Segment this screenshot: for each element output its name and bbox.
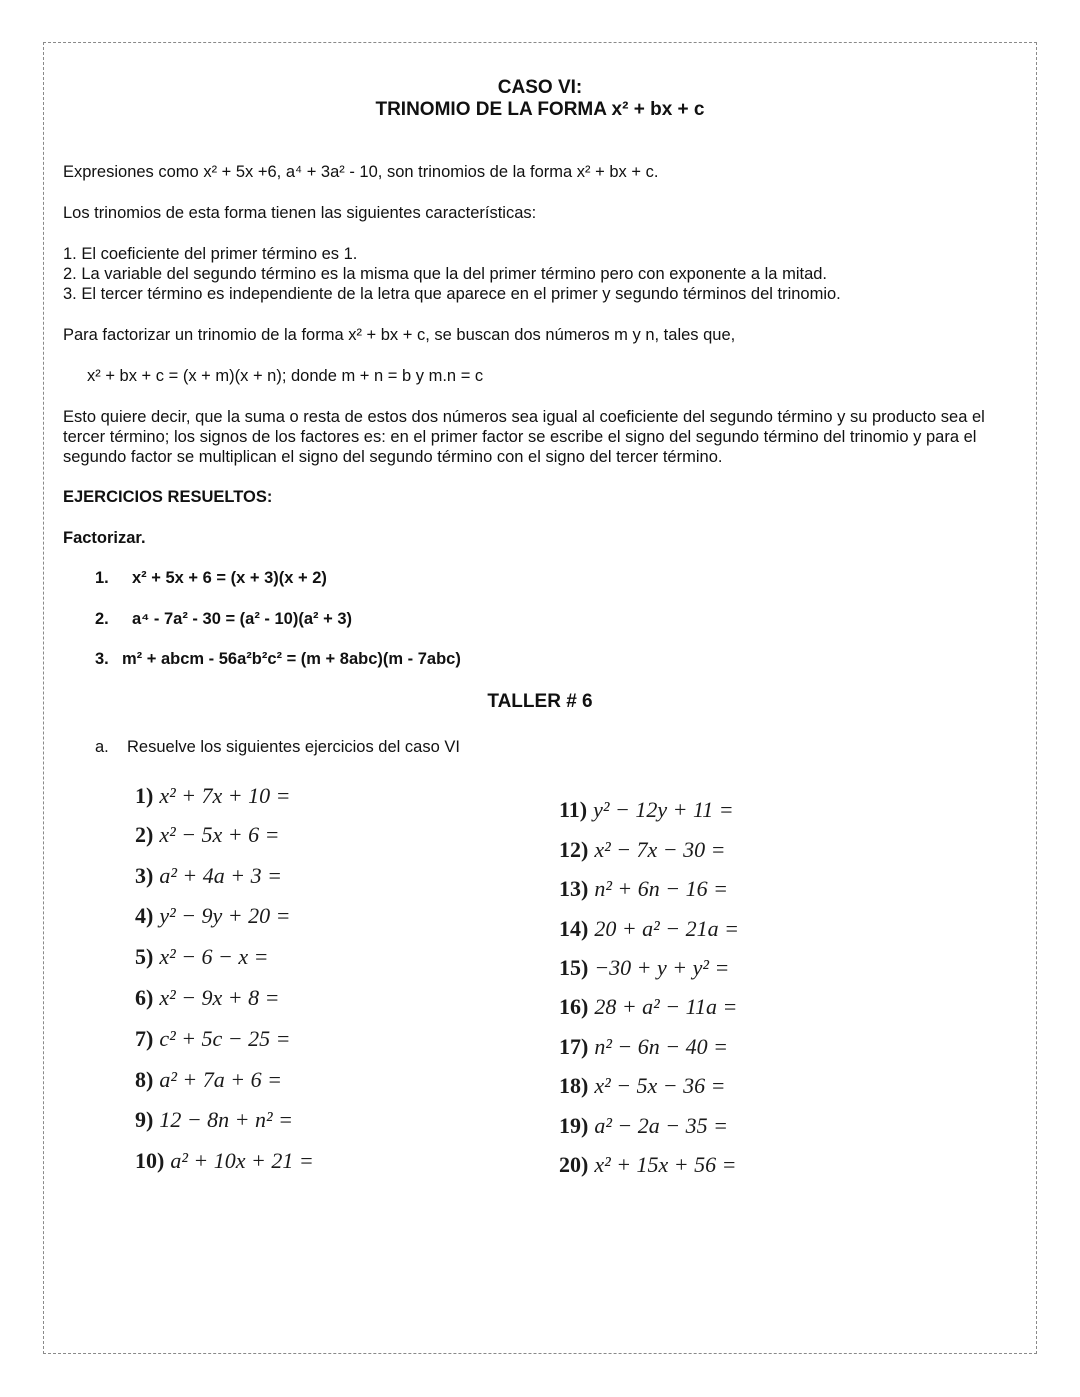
exercise-number: 3. [95, 650, 109, 668]
exercise-6: 6) x² − 9x + 8 = [135, 985, 280, 1010]
exercise-expression: x² − 9x + 8 = [159, 985, 280, 1010]
exercise-12: 12) x² − 7x − 30 = [559, 837, 726, 862]
exercise-2: 2) x² − 5x + 6 = [135, 822, 280, 847]
document-page [43, 42, 1037, 1354]
instruction-label: a. [95, 738, 109, 756]
exercise-expression: x² − 6 − x = [159, 944, 269, 969]
exercise-16: 16) 28 + a² − 11a = [559, 994, 738, 1019]
method-paragraph: Para factorizar un trinomio de la forma x² + bx + c, se buscan dos números m y n, tales que, [63, 326, 736, 344]
exercise-expression: x² + 5x + 6 = (x + 3)(x + 2) [132, 569, 327, 587]
exercise-expression: x² − 5x − 36 = [594, 1073, 726, 1098]
exercise-expression: a⁴ - 7a² - 30 = (a² - 10)(a² + 3) [132, 610, 352, 628]
instruction-text: Resuelve los siguientes ejercicios del caso VI [127, 738, 460, 756]
exercise-expression: 28 + a² − 11a = [594, 994, 738, 1019]
exercise-expression: m² + abcm - 56a²b²c² = (m + 8abc)(m - 7abc) [122, 650, 461, 668]
exercise-expression: a² − 2a − 35 = [594, 1113, 728, 1138]
general-formula: x² + bx + c = (x + m)(x + n); donde m + n = b y m.n = c [87, 367, 484, 385]
exercise-18: 18) x² − 5x − 36 = [559, 1073, 726, 1098]
exercise-expression: a² + 7a + 6 = [159, 1067, 282, 1092]
workshop-instruction [95, 738, 460, 757]
exercise-8: 8) a² + 7a + 6 = [135, 1067, 282, 1092]
solved-subheading: Factorizar. [63, 529, 146, 547]
exercise-expression: y² − 12y + 11 = [593, 797, 734, 822]
exercise-19: 19) a² − 2a − 35 = [559, 1113, 728, 1138]
intro-paragraph: Expresiones como x² + 5x +6, a⁴ + 3a² - 10, son trinomios de la forma x² + bx + c. [63, 163, 659, 181]
exercise-11: 11) y² − 12y + 11 = [559, 797, 734, 822]
exercise-expression: y² − 9y + 20 = [159, 903, 291, 928]
exercise-7: 7) c² + 5c − 25 = [135, 1026, 291, 1051]
exercise-1: 1) x² + 7x + 10 = [135, 783, 291, 808]
exercise-14: 14) 20 + a² − 21a = [559, 916, 739, 941]
exercise-5: 5) x² − 6 − x = [135, 944, 269, 969]
exercise-17: 17) n² − 6n − 40 = [559, 1034, 728, 1059]
solved-exercise-3 [95, 650, 461, 669]
exercise-expression: x² − 5x + 6 = [159, 822, 280, 847]
exercise-expression: c² + 5c − 25 = [159, 1026, 291, 1051]
exercise-expression: a² + 10x + 21 = [170, 1148, 314, 1173]
exercise-20: 20) x² + 15x + 56 = [559, 1152, 737, 1177]
characteristic-1: 1. El coeficiente del primer término es 1. [63, 245, 358, 263]
characteristics-intro: Los trinomios de esta forma tienen las siguientes características: [63, 204, 537, 222]
page-title: CASO VI: [497, 77, 583, 98]
exercise-number: 2. [95, 610, 109, 628]
characteristic-3: 3. El tercer término es independiente de la letra que aparece en el primer y segundo términos del trinomio. [63, 285, 841, 303]
exercise-expression: n² − 6n − 40 = [594, 1034, 728, 1059]
solved-exercise-2 [95, 610, 352, 629]
solved-exercise-1 [95, 569, 327, 588]
exercise-expression: x² + 7x + 10 = [159, 783, 291, 808]
exercise-4: 4) y² − 9y + 20 = [135, 903, 291, 928]
exercise-3: 3) a² + 4a + 3 = [135, 863, 282, 888]
workshop-title: TALLER # 6 [487, 691, 593, 712]
exercise-expression: 12 − 8n + n² = [159, 1107, 293, 1132]
exercise-expression: x² − 7x − 30 = [594, 837, 726, 862]
exercise-expression: a² + 4a + 3 = [159, 863, 282, 888]
exercise-10: 10) a² + 10x + 21 = [135, 1148, 314, 1173]
exercise-expression: −30 + y + y² = [594, 955, 730, 980]
solved-heading: EJERCICIOS RESUELTOS: [63, 488, 273, 506]
page-subtitle: TRINOMIO DE LA FORMA x² + bx + c [375, 99, 705, 120]
exercise-13: 13) n² + 6n − 16 = [559, 876, 728, 901]
exercise-15: 15) −30 + y + y² = [559, 955, 730, 980]
explanation-paragraph: Esto quiere decir, que la suma o resta de estos dos números sea igual al coeficiente del segundo término y su producto sea el tercer término; los signos de los factores es: en el primer factor se escribe el signo del segundo término del trinomio y para el segundo factor se multiplican el signo del segundo término con el signo del tercer término. [63, 408, 985, 466]
exercise-expression: x² + 15x + 56 = [594, 1152, 737, 1177]
exercise-expression: n² + 6n − 16 = [594, 876, 728, 901]
exercise-expression: 20 + a² − 21a = [594, 916, 739, 941]
exercise-number: 1. [95, 569, 109, 587]
characteristic-2: 2. La variable del segundo término es la misma que la del primer término pero con exponente a la mitad. [63, 265, 828, 283]
exercise-9: 9) 12 − 8n + n² = [135, 1107, 293, 1132]
